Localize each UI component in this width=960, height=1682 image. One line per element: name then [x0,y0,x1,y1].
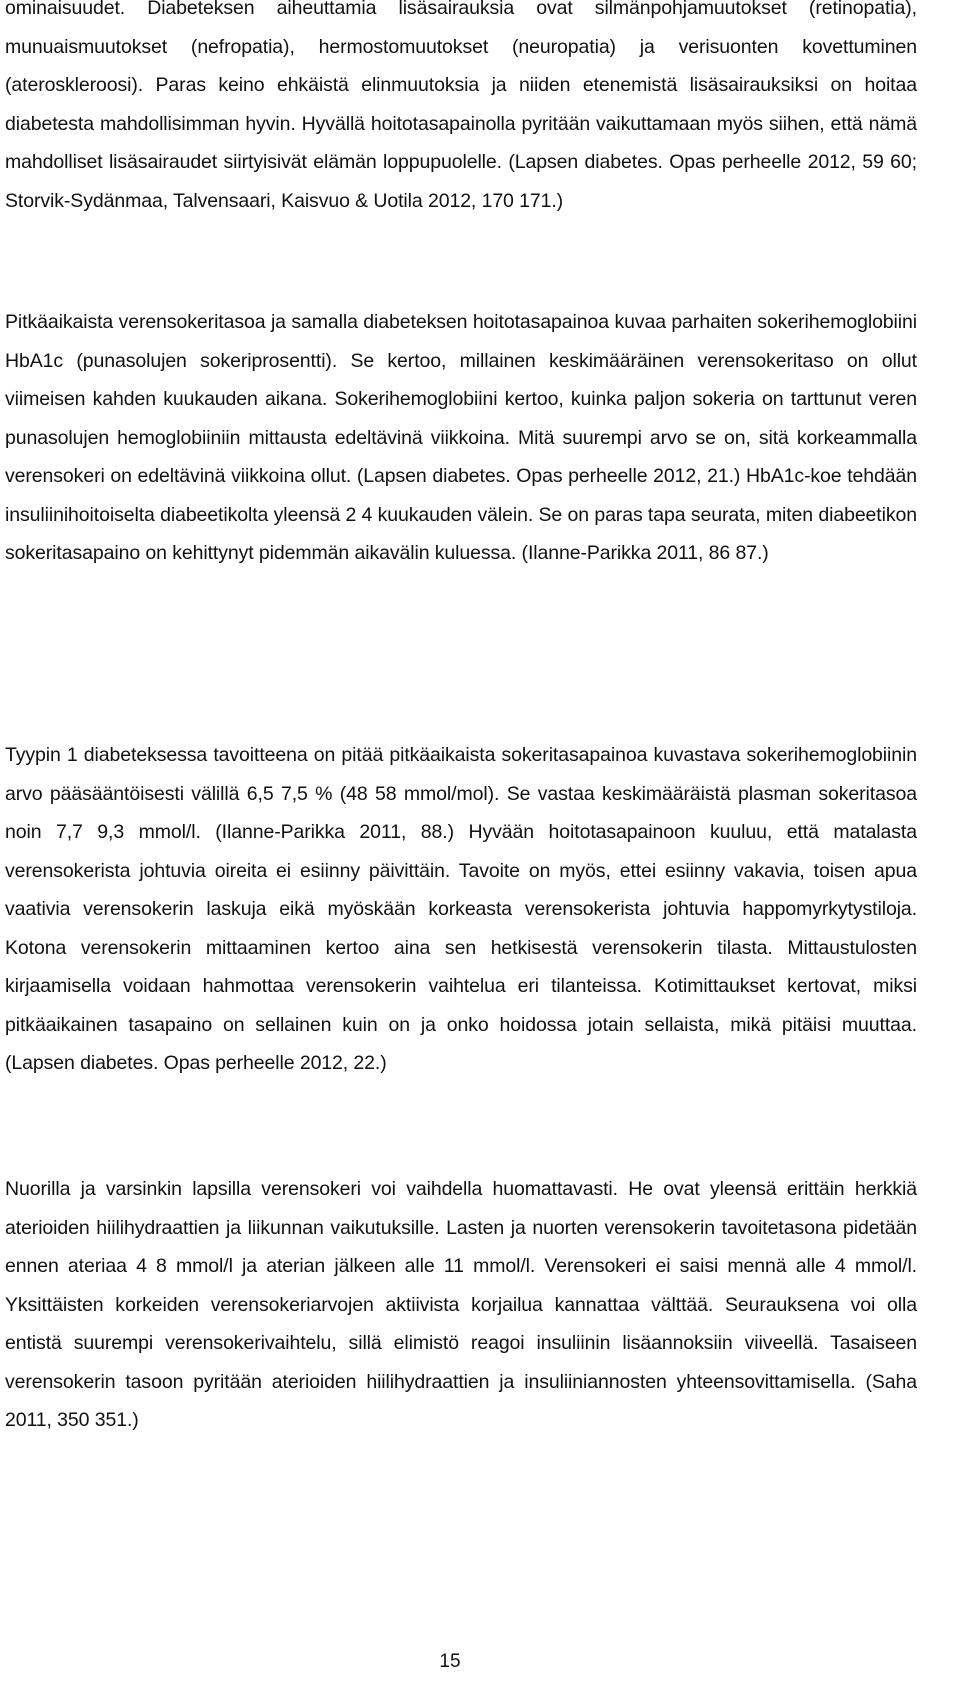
body-paragraph-1 [5,0,917,220]
body-paragraph-3 [5,736,917,1083]
paragraph-text: Pitkäaikaista verensokeritasoa ja samalla diabeteksen hoitotasapainoa kuvaa parhaiten sokerihemoglobiini HbA1c (punasolujen sokeriprosentti). Se kertoo, millainen keskimääräinen verensokeritaso on ollut viimeisen kahden kuukauden aikana. Sokerihemoglobiini kertoo, kuinka paljon sokeria on tarttunut veren punasolujen hemoglobiiniin mittausta edeltävinä viikkoina. Mitä suurempi arvo se on, sitä korkeammalla verensokeri on edeltävinä viikkoina ollut. (Lapsen diabetes. Opas perheelle 2012, 21.) HbA1c-koe tehdään insuliinihoitoiselta diabeetikolta yleensä 2 4 kuukauden välein. Se on paras tapa seurata, miten diabeetikon sokeritasapaino on kehittynyt pidemmän aikavälin kuluessa. (Ilanne-Parikka 2011, 86 87.) [5,311,917,564]
body-paragraph-4 [5,1170,917,1440]
paragraph-text: Tyypin 1 diabeteksessa tavoitteena on pitää pitkäaikaista sokeritasapainoa kuvastava sokerihemoglobiinin arvo pääsääntöisesti välillä 6,5 7,5 % (48 58 mmol/mol). Se vastaa keskimääräistä plasman sokeritasoa noin 7,7 9,3 mmol/l. (Ilanne-Parikka 2011, 88.) Hyvään hoitotasapainoon kuuluu, että matalasta verensokerista johtuvia oireita ei esiinny päivittäin. Tavoite on myös, ettei esiinny vakavia, toisen apua vaativia verensokerin laskuja eikä myöskään korkeasta verensokerista johtuvia happomyrkytystiloja. Kotona verensokerin mittaaminen kertoo aina sen hetkisestä verensokerin tilasta. Mittaustulosten kirjaamisella voidaan hahmottaa verensokerin vaihtelua eri tilanteissa. Kotimittaukset kertovat, miksi pitkäaikainen tasapaino on sellainen kuin on ja onko hoidossa jotain sellaista, mikä pitäisi muuttaa. (Lapsen diabetes. Opas perheelle 2012, 22.) [5,744,917,1074]
page-number: 15 [439,1651,461,1672]
body-paragraph-2 [5,303,917,573]
paragraph-text: ominaisuudet. Diabeteksen aiheuttamia lisäsairauksia ovat silmänpohjamuutokset (retinopatia), munuaismuutokset (nefropatia), hermostomuutokset (neuropatia) ja verisuonten kovettuminen (ateroskleroosi). Paras keino ehkäistä elinmuutoksia ja niiden etenemistä lisäsairauksiksi on hoitaa diabetesta mahdollisimman hyvin. Hyvällä hoitotasapainolla pyritään vaikuttamaan myös siihen, että nämä mahdolliset lisäsairaudet siirtyisivät elämän loppupuolelle. (Lapsen diabetes. Opas perheelle 2012, 59 60; Storvik-Sydänmaa, Talvensaari, Kaisvuo & Uotila 2012, 170 171.) [5,0,917,212]
paragraph-text: Nuorilla ja varsinkin lapsilla verensokeri voi vaihdella huomattavasti. He ovat yleensä erittäin herkkiä aterioiden hiilihydraattien ja liikunnan vaikutuksille. Lasten ja nuorten verensokerin tavoitetasona pidetään ennen ateriaa 4 8 mmol/l ja aterian jälkeen alle 11 mmol/l. Verensokeri ei saisi mennä alle 4 mmol/l. Yksittäisten korkeiden verensokeriarvojen aktiivista korjailua kannattaa välttää. Seurauksena voi olla entistä suurempi verensokerivaihtelu, sillä elimistö reagoi insuliinin lisäannoksiin viiveellä. Tasaiseen verensokerin tasoon pyritään aterioiden hiilihydraattien ja insuliiniannosten yhteensovittamisella. (Saha 2011, 350 351.) [5,1178,917,1431]
